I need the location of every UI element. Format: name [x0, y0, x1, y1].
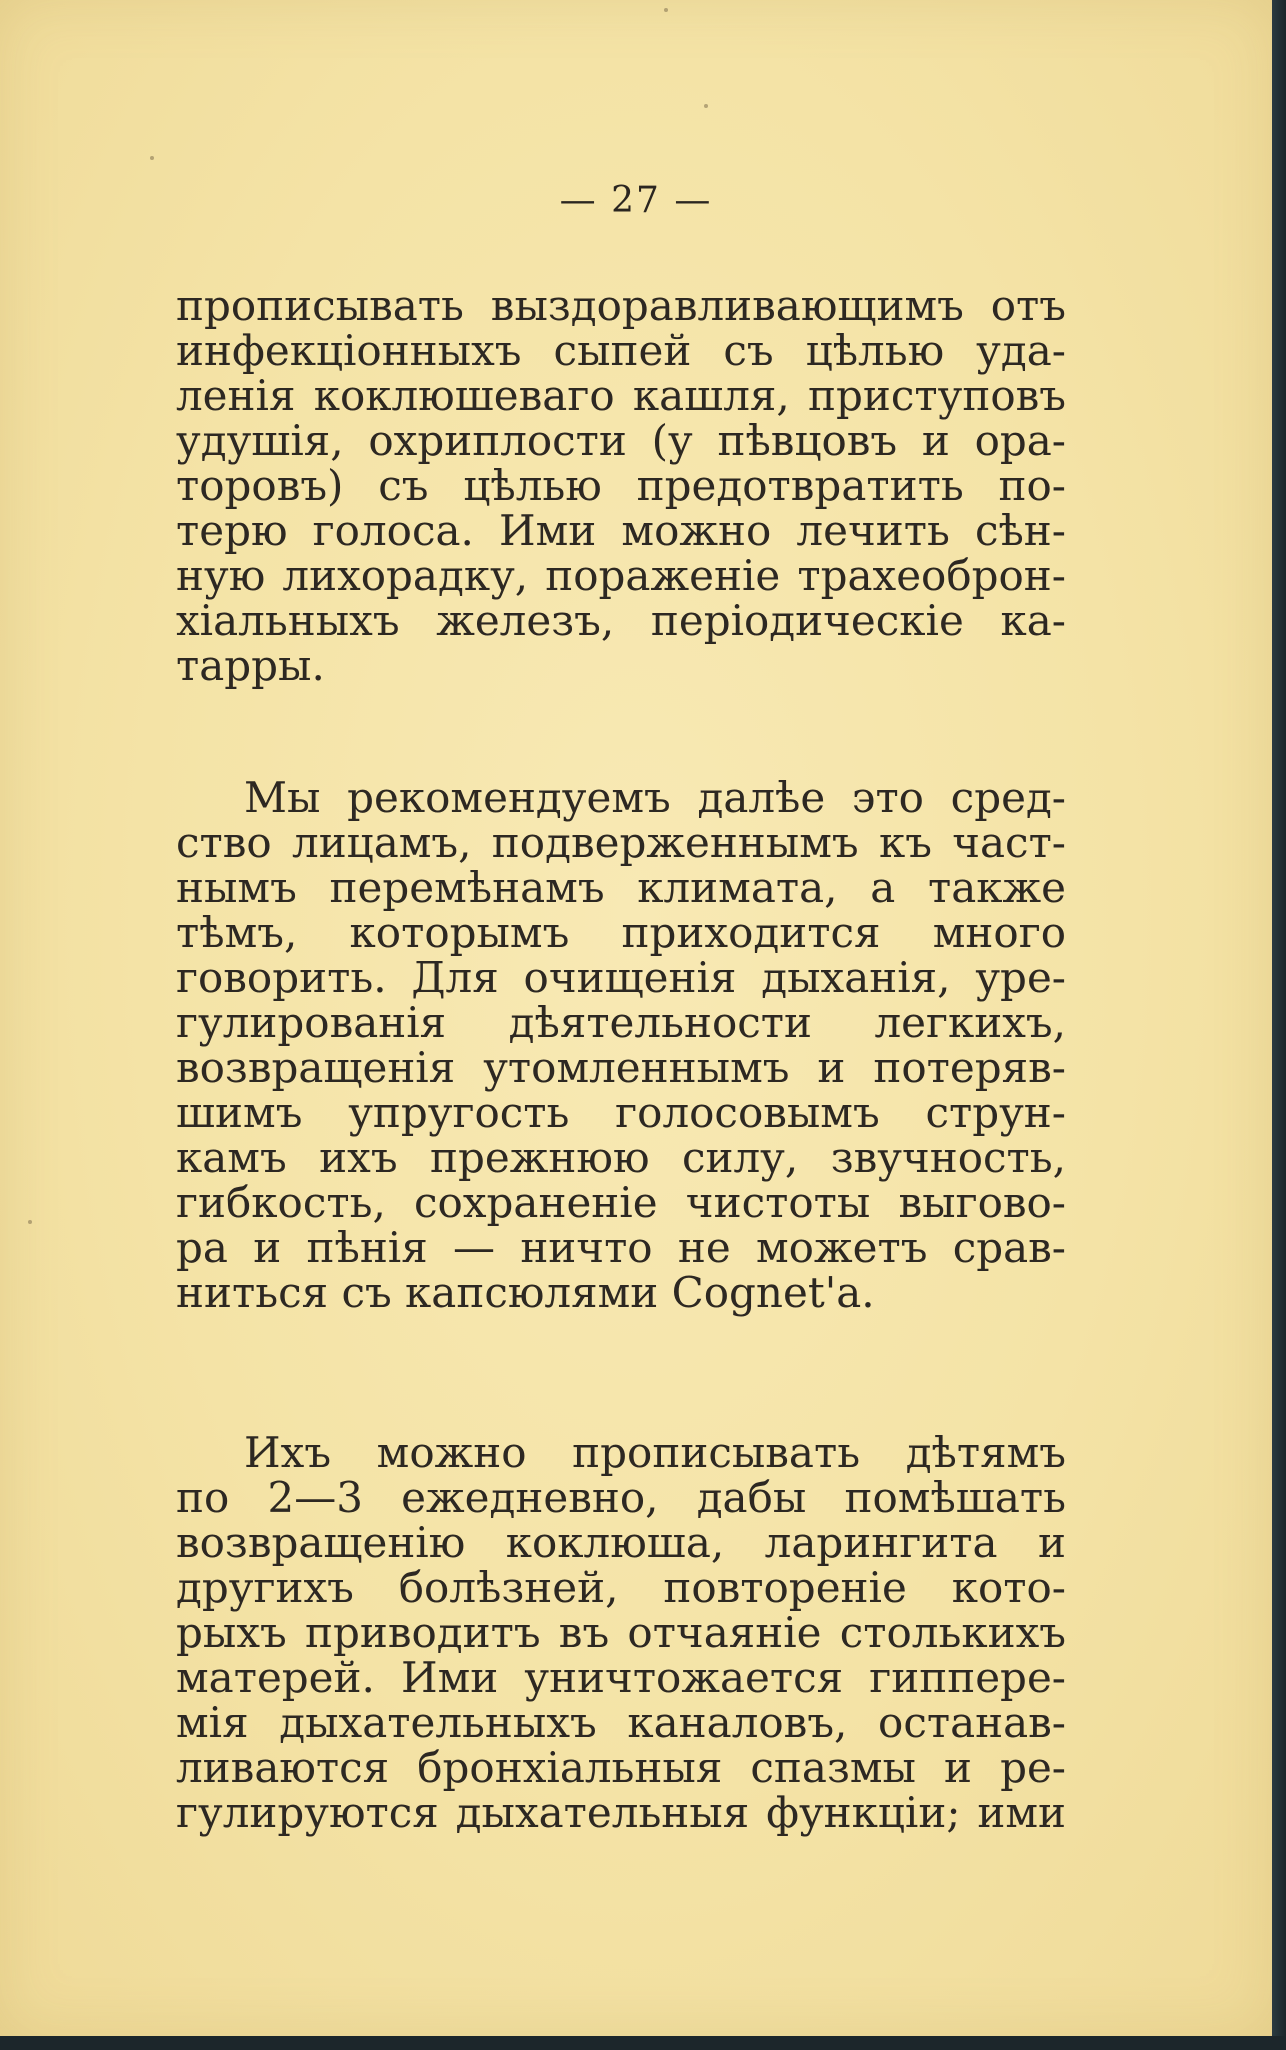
page-number: — 27 — [559, 180, 713, 221]
text-line: ливаются бронхіальныя спазмы и ре- [176, 1743, 1066, 1792]
text-line: возвращенія утомленнымъ и потеряв- [176, 1043, 1066, 1092]
text-line: Мы рекомендуемъ далѣе это сред- [244, 773, 1066, 822]
text-line: нымъ перемѣнамъ климата, а также [176, 863, 1066, 912]
text-line: гулируются дыхательныя функціи; ими [176, 1788, 1066, 1837]
text-line: торовъ) съ цѣлью предотвратить по- [176, 461, 1066, 510]
text-line: ство лицамъ, подверженнымъ къ част- [176, 818, 1066, 867]
text-line: прописывать выздоравливающимъ отъ [176, 281, 1066, 330]
text-line: мія дыхательныхъ каналовъ, останав- [176, 1698, 1066, 1747]
text-line: хіальныхъ железъ, періодическіе ка- [176, 596, 1066, 645]
text-line: гибкость, сохраненіе чистоты выгово- [176, 1178, 1066, 1227]
text-line: рыхъ приводитъ въ отчаяніе столькихъ [176, 1608, 1066, 1657]
text-line: тарры. [176, 641, 325, 690]
paragraph-3 [176, 1430, 1066, 1835]
text-line: гулированія дѣятельности легкихъ, [176, 998, 1066, 1047]
scan-edge-bottom [0, 2036, 1286, 2050]
text-line: Ихъ можно прописывать дѣтямъ [244, 1428, 1066, 1477]
paragraph-1 [176, 283, 1066, 688]
text-line: камъ ихъ прежнюю силу, звучность, [176, 1133, 1066, 1182]
text-line: другихъ болѣзней, повтореніе кото- [176, 1563, 1066, 1612]
text-line: матерей. Ими уничтожается гиппере- [176, 1653, 1066, 1702]
scan-edge-right [1272, 0, 1286, 2050]
text-line: ленія коклюшеваго кашля, приступовъ [176, 371, 1066, 420]
text-line: ниться съ капсюлями Cognet'a. [176, 1268, 875, 1317]
text-line: ную лихорадку, пораженіе трахеоброн- [176, 551, 1066, 600]
paper-speck [28, 1220, 32, 1224]
text-line: удушія, охриплости (у пѣвцовъ и ора- [176, 416, 1066, 465]
paper-speck [704, 104, 708, 108]
text-line: возвращенію коклюша, ларингита и [176, 1518, 1066, 1567]
paper-speck [150, 156, 154, 160]
paragraph-2 [176, 775, 1066, 1315]
text-line: тѣмъ, которымъ приходится много [176, 908, 1066, 957]
text-line: ра и пѣнія — ничто не можетъ срав- [176, 1223, 1066, 1272]
paper-speck [664, 8, 668, 12]
text-line: инфекціонныхъ сыпей съ цѣлью уда- [176, 326, 1066, 375]
text-line: по 2—3 ежедневно, дабы помѣшать [176, 1473, 1066, 1522]
text-line: терю голоса. Ими можно лечить сѣн- [176, 506, 1066, 555]
text-line: говорить. Для очищенія дыханія, уре- [176, 953, 1066, 1002]
text-line: шимъ упругость голосовымъ струн- [176, 1088, 1066, 1137]
